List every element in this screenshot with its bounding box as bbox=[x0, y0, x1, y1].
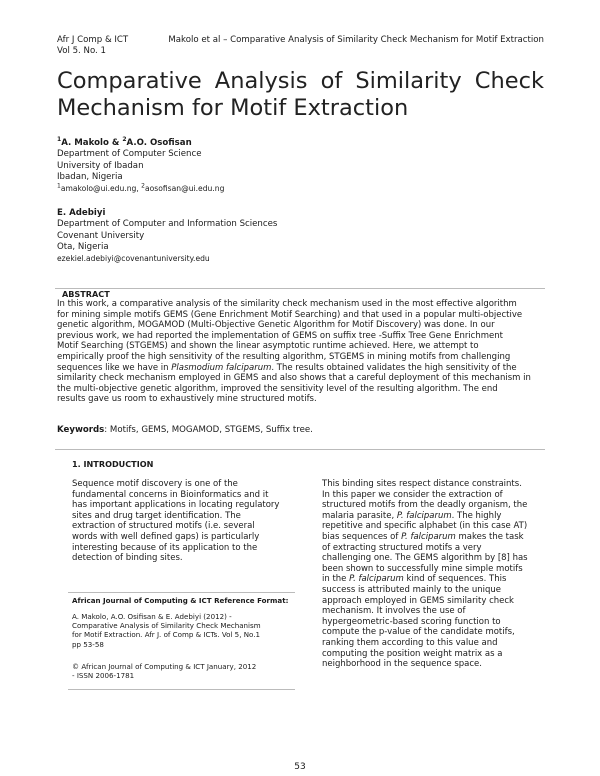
text-line: In this paper we consider the extraction of bbox=[322, 489, 503, 500]
intro-column-left bbox=[72, 479, 290, 564]
abstract-line: empirically proof the high sensitivity of the resulting algorithm, STGEMS in mining motifs from challenging bbox=[57, 351, 511, 362]
author-emails-1: $^1$amakolo@ui.edu.ng, $^2$aosofisan@ui.edu.ng bbox=[57, 182, 225, 194]
text-line: challenging one. The GEMS algorithm by [8] has bbox=[322, 553, 528, 564]
author-univ-2: Covenant University bbox=[57, 230, 145, 241]
citation-line: Comparative Analysis of Similarity Check Mechanism bbox=[72, 621, 261, 631]
title-word: Check bbox=[474, 68, 544, 94]
author-univ-1: University of Ibadan bbox=[57, 160, 144, 171]
author-block-2 bbox=[57, 208, 277, 264]
text-line: mechanism. It involves the use of bbox=[322, 606, 466, 617]
text-line: ranking them according to this value and bbox=[322, 637, 498, 648]
abstract-line: for mining simple motifs GEMS (Gene Enrichment Motif Searching) and that used in a popular multi-objective bbox=[57, 309, 523, 320]
abstract-line: similarity check mechanism employed in GEMS and also shows that a careful deployment of this mechanism in bbox=[57, 373, 531, 384]
text-line: fundamental concerns in Bioinformatics and it bbox=[72, 489, 269, 500]
text-line: malaria parasite, P. falciparum. The highly bbox=[322, 510, 502, 521]
journal-name: Afr J Comp & ICT bbox=[57, 35, 129, 45]
text-line: computing the position weight matrix as a bbox=[322, 648, 503, 659]
organism-name: P. falciparum bbox=[349, 574, 404, 585]
title-line-2: Mechanism for Motif Extraction bbox=[57, 95, 409, 121]
author-city-2: Ota, Nigeria bbox=[57, 241, 109, 252]
text-line: This binding sites respect distance constraints. bbox=[322, 479, 522, 489]
reference-citation bbox=[72, 612, 294, 649]
title-word: Analysis bbox=[214, 68, 308, 94]
citation-line: for Motif Extraction. Afr J. of Comp & ICTs. Vol 5, No.1 bbox=[72, 630, 260, 640]
abstract-line: genetic algorithm, MOGAMOD (Multi-Objective Genetic Algorithm for Motif Discovery) was done. In our bbox=[57, 320, 495, 331]
keywords-list: : Motifs, GEMS, MOGAMOD, STGEMS, Suffix tree. bbox=[104, 425, 313, 435]
text-line: approach employed in GEMS similarity check bbox=[322, 595, 514, 606]
author-email-2: ezekiel.adebiyi@covenantuniversity.edu bbox=[57, 254, 210, 264]
text-line: compute the p-value of the candidate motifs, bbox=[322, 627, 515, 638]
organism-name: P. falciparum bbox=[401, 531, 456, 542]
section-heading-introduction: 1. INTRODUCTION bbox=[72, 459, 154, 469]
text-line: repetitive and specific alphabet (in this case AT) bbox=[322, 521, 528, 532]
text-line: structured motifs from the deadly organism, the bbox=[322, 500, 528, 511]
text-line: sites and drug target identification. The bbox=[72, 510, 241, 521]
title-word: of bbox=[320, 68, 343, 94]
intro-column-right bbox=[322, 479, 544, 670]
author-dept-1: Department of Computer Science bbox=[57, 149, 202, 160]
keywords-label: Keywords bbox=[57, 425, 105, 435]
abstract-line: previous work, we had reported the implementation of GEMS on suffix tree -Suffix Tree Gene Enrichment bbox=[57, 330, 503, 341]
text-line: neighborhood in the sequence space. bbox=[322, 659, 482, 670]
title-word: Comparative bbox=[57, 68, 202, 94]
abstract-heading: ABSTRACT bbox=[62, 289, 110, 299]
text-line: success is attributed mainly to the unique bbox=[322, 584, 501, 595]
text-line: extraction of structured motifs (i.e. several bbox=[72, 521, 255, 532]
title-line-1 bbox=[57, 68, 544, 95]
author-block-1 bbox=[57, 138, 224, 194]
paper-title bbox=[57, 68, 544, 122]
text-line: bias sequences of P. falciparum makes the task bbox=[322, 531, 524, 542]
abstract-text bbox=[57, 299, 544, 405]
text-line: has important applications in locating regulatory bbox=[72, 500, 280, 511]
author-dept-2: Department of Computer and Information Sciences bbox=[57, 219, 278, 230]
copyright-line: © African Journal of Computing & ICT January, 2012 bbox=[72, 662, 257, 671]
abstract-line: results gave us room to exhaustively mine structured motifs. bbox=[57, 394, 317, 405]
journal-header bbox=[57, 35, 128, 56]
citation-line: A. Makolo, A.O. Osifisan & E. Adebiyi (2012) - bbox=[72, 612, 232, 621]
reference-format-heading: African Journal of Computing & ICT Reference Format: bbox=[72, 596, 289, 605]
issn-line: - ISSN 2006-1781 bbox=[72, 671, 135, 681]
text-line: detection of binding sites. bbox=[72, 553, 183, 564]
organism-name: P. falciparum bbox=[396, 510, 452, 521]
page-number: 53 bbox=[294, 762, 306, 772]
text-line: Sequence motif discovery is one of the bbox=[72, 479, 238, 489]
text-line: hypergeometric-based scoring function to bbox=[322, 616, 501, 627]
text-line: been shown to successfully mine simple motifs bbox=[322, 563, 523, 574]
text-line: in the P. falciparum kind of sequences. This bbox=[322, 574, 507, 585]
author-city-1: Ibadan, Nigeria bbox=[57, 171, 123, 182]
journal-volume: Vol 5. No. 1 bbox=[57, 45, 106, 56]
abstract-line: In this work, a comparative analysis of the similarity check mechanism used in the most effective algorithm bbox=[57, 299, 517, 309]
running-title: Makolo et al – Comparative Analysis of Similarity Check Mechanism for Motif Extraction bbox=[168, 35, 544, 45]
text-line: of extracting structured motifs a very bbox=[322, 542, 482, 553]
author-name-2: E. Adebiyi bbox=[57, 208, 106, 218]
title-word: Similarity bbox=[355, 68, 462, 94]
abstract-line: the multi-objective genetic algorithm, improved the sensitivity level of the resulting algorithm. The end bbox=[57, 383, 498, 394]
keywords bbox=[57, 425, 313, 435]
citation-line: pp 53-58 bbox=[72, 639, 104, 649]
abstract-line: sequences like we have in Plasmodium falciparum. The results obtained validates the high sensitivity of the bbox=[57, 362, 517, 373]
text-line: words with well defined gaps) is particularly bbox=[72, 531, 260, 542]
organism-name: Plasmodium falciparum bbox=[171, 362, 272, 373]
author-names-1: $^1$A. Makolo & $^2$A.O. Osofisan bbox=[57, 136, 192, 148]
text-line: interesting because of its application to the bbox=[72, 542, 258, 553]
abstract-line: Motif Searching (STGEMS) and shown the linear asymptotic runtime achieved. Here, we attempt to bbox=[57, 341, 479, 352]
copyright-notice bbox=[72, 662, 294, 680]
